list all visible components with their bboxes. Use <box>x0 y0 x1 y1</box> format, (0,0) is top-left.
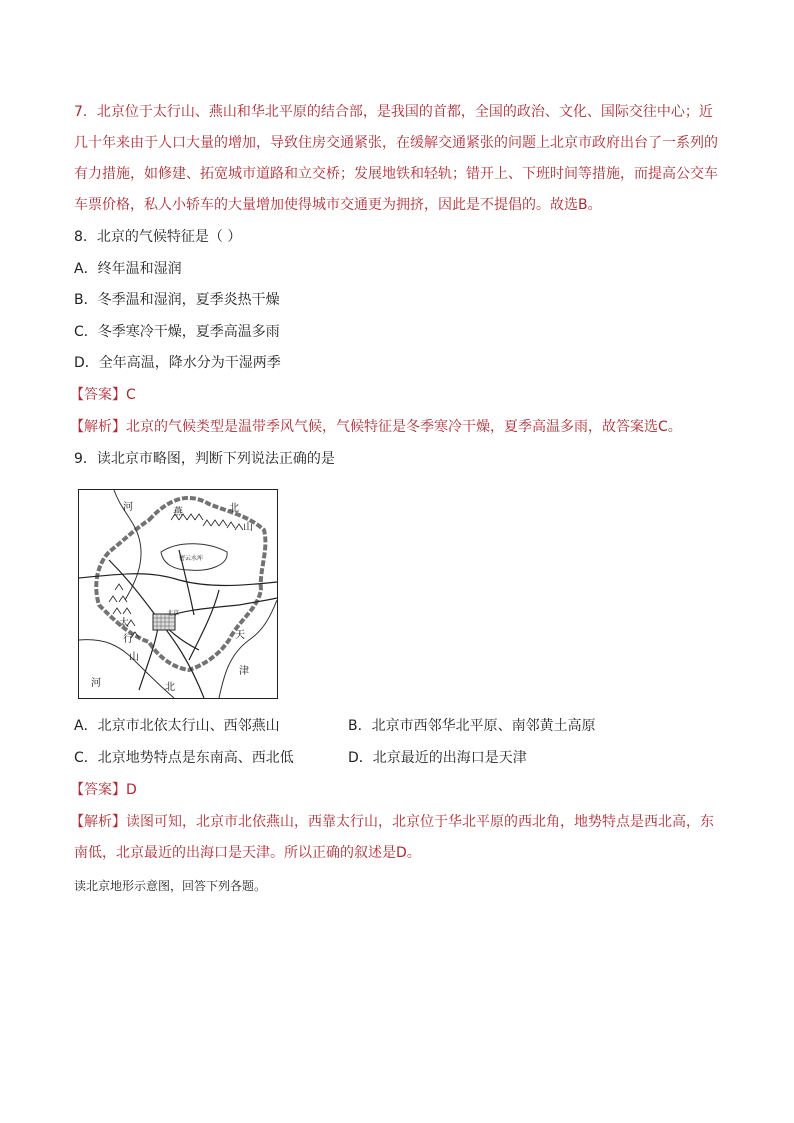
map-label-hang: 行 <box>123 634 133 645</box>
q9-answer-label: 【答案】 <box>70 782 126 798</box>
q8-analysis-label: 【解析】 <box>70 419 126 435</box>
q9-analysis-line-2: 南低，北京最近的出海口是天津。所以正确的叙述是D。 <box>74 845 421 861</box>
map-label-he-bottom: 河 <box>91 678 101 689</box>
beijing-sketch-map <box>78 489 278 699</box>
q8-analysis-text: 北京的气候类型是温带季风气候，气候特征是冬季寒冷干燥，夏季高温多雨，故答案选C。 <box>126 419 682 435</box>
q8-analysis <box>70 417 682 437</box>
q8-answer-label: 【答案】 <box>70 387 126 403</box>
map-label-bei-bottom: 北 <box>165 682 175 693</box>
q9-question: 9．读北京市略图，判断下列说法正确的是 <box>74 451 335 467</box>
map-label-tai: 太 <box>119 618 129 629</box>
q9-option-b: B．北京市西邻华北平原、南邻黄土高原 <box>348 718 596 734</box>
map-label-jin: 津 <box>239 666 249 677</box>
q9-analysis <box>70 812 714 832</box>
q8-option-d: D．全年高温，降水分为干湿两季 <box>74 355 281 371</box>
map-label-shan-top: 山 <box>243 522 253 533</box>
q7-line-2: 几十年来由于人口大量的增加，导致住房交通紧张，在缓解交通紧张的问题上北京市政府出台了一系列的 <box>74 135 718 151</box>
q9-answer <box>70 780 137 800</box>
q8-option-b: B．冬季温和湿润，夏季炎热干燥 <box>74 292 280 308</box>
q9-option-d: D．北京最近的出海口是天津 <box>348 750 527 766</box>
q8-question: 8．北京的气候特征是（ ） <box>74 229 242 245</box>
q9-option-c: C．北京地势特点是东南高、西北低 <box>74 750 294 766</box>
map-label-he-top: 河 <box>123 502 133 513</box>
q9-analysis-label: 【解析】 <box>70 814 126 830</box>
q8-answer-value: C <box>126 387 136 403</box>
q7-line-1: 7．北京位于太行山、燕山和华北平原的结合部，是我国的首都，全国的政治、文化、国际交往中心；近 <box>74 104 713 120</box>
map-label-beijing: 北京 <box>167 610 180 617</box>
map-label-tian: 天 <box>235 630 245 641</box>
map-label-bei-top: 北 <box>229 503 239 514</box>
q7-line-4: 车票价格，私人小轿车的大量增加使得城市交通更为拥挤，因此是不提倡的。故选B。 <box>74 197 602 213</box>
q9-analysis-line-1: 读图可知，北京市北依燕山，西靠太行山，北京位于华北平原的西北角，地势特点是西北高，东 <box>126 814 714 830</box>
q9-answer-value: D <box>126 782 137 798</box>
q9-option-a: A．北京市北依太行山、西邻燕山 <box>74 718 280 734</box>
next-section-intro: 读北京地形示意图，回答下列各题。 <box>74 879 267 893</box>
map-label-yan: 燕 <box>173 507 183 518</box>
map-label-shan-bottom: 山 <box>129 652 139 663</box>
map-label-miyun: 密云水库 <box>179 555 204 562</box>
q7-line-3: 有力措施，如修建、拓宽城市道路和立交桥；发展地铁和轻轨；错开上、下班时间等措施，而提高公交车 <box>74 166 718 182</box>
q8-option-c: C．冬季寒冷干燥，夏季高温多雨 <box>74 324 280 340</box>
q8-option-a: A．终年温和湿润 <box>74 261 182 277</box>
q8-answer <box>70 385 136 405</box>
